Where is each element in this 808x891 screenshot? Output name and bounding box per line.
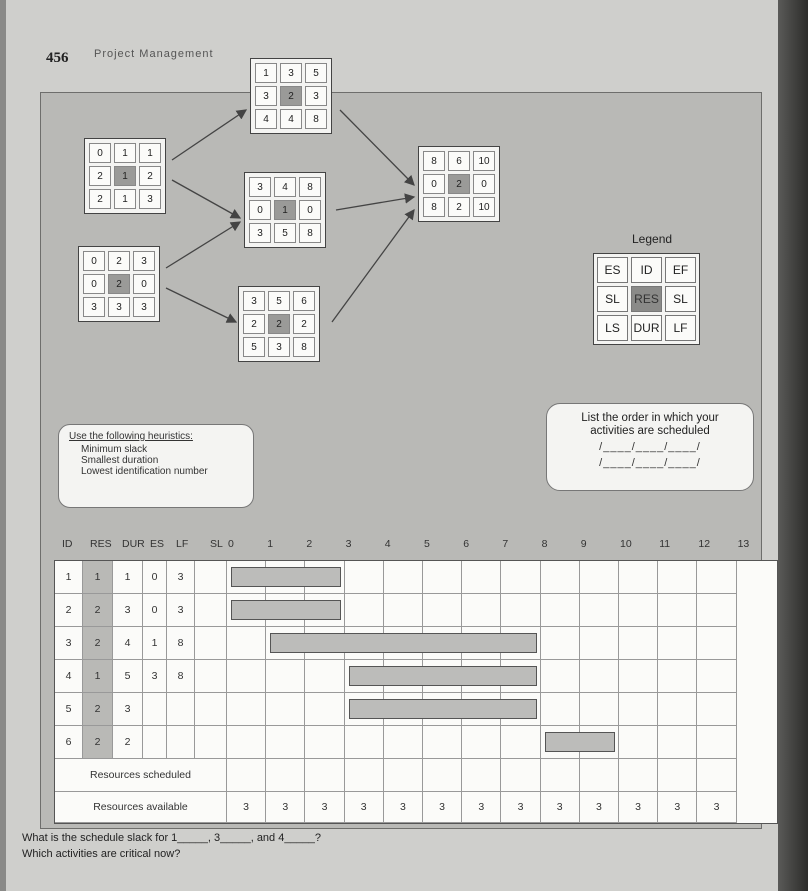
- node-cell: 3: [133, 251, 155, 271]
- node-cell: 8: [293, 337, 315, 357]
- legend-cell: LF: [665, 315, 696, 341]
- node-cell: 1: [114, 189, 136, 209]
- time-cell: [501, 561, 540, 594]
- node-cell: 3: [139, 189, 161, 209]
- table-cell: 1: [55, 561, 83, 594]
- time-label: 4: [384, 538, 391, 550]
- node-cell: 0: [89, 143, 111, 163]
- table-cell: 2: [83, 693, 113, 726]
- heuristic-item: Lowest identification number: [81, 466, 208, 477]
- resources-available-cell: 3: [541, 792, 580, 823]
- activity-node-5: [238, 286, 320, 362]
- table-cell: [195, 693, 227, 726]
- node-cell: 3: [108, 297, 130, 317]
- time-cell: [541, 627, 580, 660]
- node-cell: 3: [255, 86, 277, 106]
- heuristics-box: [58, 424, 254, 508]
- time-cell: [227, 627, 266, 660]
- node-cell: 2: [243, 314, 265, 334]
- table-cell: 8: [167, 660, 195, 693]
- resources-available-cell: 3: [462, 792, 501, 823]
- time-cell: [619, 561, 658, 594]
- time-label: 10: [620, 538, 632, 550]
- resources-available-cell: 3: [305, 792, 344, 823]
- time-cell: [658, 561, 697, 594]
- activity-bar: [270, 633, 536, 653]
- time-cell: [345, 561, 384, 594]
- table-cell: 4: [55, 660, 83, 693]
- table-cell: [195, 627, 227, 660]
- table-cell: 2: [83, 594, 113, 627]
- time-cell: [423, 726, 462, 759]
- node-cell: 2: [293, 314, 315, 334]
- resources-scheduled-cell: [580, 759, 619, 792]
- time-cell: [541, 693, 580, 726]
- time-cell: [619, 594, 658, 627]
- resources-available-cell: 3: [384, 792, 423, 823]
- order-line-1: List the order in which your: [581, 412, 719, 424]
- node-cell: 2: [108, 251, 130, 271]
- time-label: 7: [502, 538, 509, 550]
- time-cell: [541, 660, 580, 693]
- time-cell: [305, 693, 344, 726]
- time-cell: [580, 594, 619, 627]
- time-cell: [658, 627, 697, 660]
- table-cell: 3: [113, 693, 143, 726]
- node-cell: 4: [274, 177, 296, 197]
- resources-available-cell: 3: [580, 792, 619, 823]
- table-cell: 1: [143, 627, 167, 660]
- schedule-order-box: [546, 403, 754, 491]
- table-cell: [195, 660, 227, 693]
- resources-scheduled-cell: [619, 759, 658, 792]
- time-cell: [658, 660, 697, 693]
- time-cell: [305, 726, 344, 759]
- table-cell: 3: [167, 561, 195, 594]
- table-cell: 3: [113, 594, 143, 627]
- order-blank-1[interactable]: /____/____/____/: [599, 441, 701, 453]
- time-cell: [697, 594, 736, 627]
- node-cell: 2: [448, 197, 470, 217]
- node-cell: 3: [83, 297, 105, 317]
- column-header: ES: [150, 538, 165, 550]
- node-cell: 0: [133, 274, 155, 294]
- node-cell: 8: [299, 177, 321, 197]
- time-cell: [423, 594, 462, 627]
- time-cell: [266, 660, 305, 693]
- resources-available-cell: 3: [658, 792, 697, 823]
- node-cell: 2: [108, 274, 130, 294]
- time-cell: [541, 561, 580, 594]
- table-cell: 2: [83, 726, 113, 759]
- time-cell: [384, 726, 423, 759]
- resources-scheduled-cell: [345, 759, 384, 792]
- legend-cell: RES: [631, 286, 662, 312]
- question-slack: What is the schedule slack for 1_____, 3_____, and 4_____?: [22, 832, 322, 844]
- time-cell: [697, 561, 736, 594]
- table-cell: 2: [55, 594, 83, 627]
- table-cell: 6: [55, 726, 83, 759]
- table-cell: 1: [83, 660, 113, 693]
- node-cell: 2: [139, 166, 161, 186]
- activity-node-1: [84, 138, 166, 214]
- resources-available-label: Resources available: [55, 792, 227, 823]
- order-line-2: activities are scheduled: [590, 425, 710, 437]
- column-header: LF: [176, 538, 189, 550]
- node-cell: 3: [268, 337, 290, 357]
- resources-available-cell: 3: [697, 792, 736, 823]
- resources-available-cell: 3: [619, 792, 658, 823]
- schedule-grid: [54, 560, 778, 824]
- table-cell: [143, 726, 167, 759]
- time-cell: [697, 726, 736, 759]
- time-label: 0: [228, 538, 234, 550]
- time-cell: [580, 627, 619, 660]
- time-cell: [580, 561, 619, 594]
- node-cell: 0: [423, 174, 445, 194]
- activity-node-3: [250, 58, 332, 134]
- table-cell: [167, 726, 195, 759]
- time-cell: [384, 561, 423, 594]
- activity-node-2: [78, 246, 160, 322]
- time-cell: [658, 594, 697, 627]
- node-cell: 3: [280, 63, 302, 83]
- node-cell: 1: [114, 166, 136, 186]
- time-label: 11: [659, 538, 671, 550]
- activity-bar: [231, 600, 341, 620]
- time-cell: [384, 594, 423, 627]
- resources-available-cell: 3: [227, 792, 266, 823]
- time-cell: [541, 594, 580, 627]
- time-label: 13: [737, 538, 750, 550]
- time-cell: [305, 660, 344, 693]
- time-cell: [227, 660, 266, 693]
- node-cell: 1: [114, 143, 136, 163]
- table-cell: 3: [55, 627, 83, 660]
- node-cell: 1: [274, 200, 296, 220]
- resources-available-cell: 3: [423, 792, 462, 823]
- node-cell: 2: [268, 314, 290, 334]
- node-cell: 8: [423, 197, 445, 217]
- time-cell: [658, 693, 697, 726]
- time-cell: [697, 660, 736, 693]
- legend-cell: SL: [665, 286, 696, 312]
- node-cell: 2: [89, 166, 111, 186]
- time-label: 8: [541, 538, 548, 550]
- time-label: 3: [345, 538, 352, 550]
- resources-scheduled-cell: [501, 759, 540, 792]
- node-cell: 4: [280, 109, 302, 129]
- table-cell: 2: [83, 627, 113, 660]
- node-cell: 4: [255, 109, 277, 129]
- resources-scheduled-cell: [384, 759, 423, 792]
- node-cell: 0: [299, 200, 321, 220]
- column-header: DUR: [122, 538, 145, 550]
- resources-scheduled-cell: [697, 759, 736, 792]
- node-cell: 3: [305, 86, 327, 106]
- table-cell: 5: [113, 660, 143, 693]
- legend-cell: DUR: [631, 315, 662, 341]
- legend-cell: EF: [665, 257, 696, 283]
- resources-scheduled-cell: [266, 759, 305, 792]
- time-cell: [423, 561, 462, 594]
- node-cell: 3: [249, 223, 271, 243]
- table-cell: 5: [55, 693, 83, 726]
- table-cell: 2: [113, 726, 143, 759]
- table-cell: [195, 594, 227, 627]
- resources-available-cell: 3: [266, 792, 305, 823]
- time-cell: [501, 594, 540, 627]
- node-cell: 5: [268, 291, 290, 311]
- table-cell: [167, 693, 195, 726]
- table-cell: 1: [83, 561, 113, 594]
- resources-scheduled-cell: [227, 759, 266, 792]
- time-label: 1: [267, 538, 274, 550]
- node-cell: 2: [280, 86, 302, 106]
- time-cell: [462, 594, 501, 627]
- resources-scheduled-cell: [658, 759, 697, 792]
- time-cell: [345, 726, 384, 759]
- activity-node-6: [418, 146, 500, 222]
- node-cell: 3: [133, 297, 155, 317]
- node-cell: 0: [83, 274, 105, 294]
- table-cell: [195, 561, 227, 594]
- time-cell: [462, 561, 501, 594]
- book-page: [6, 0, 778, 891]
- resources-scheduled-cell: [462, 759, 501, 792]
- time-cell: [697, 627, 736, 660]
- activity-bar: [545, 732, 615, 752]
- resources-available-cell: 3: [501, 792, 540, 823]
- table-cell: 1: [113, 561, 143, 594]
- legend-cell: ID: [631, 257, 662, 283]
- resources-available-cell: 3: [345, 792, 384, 823]
- time-cell: [658, 726, 697, 759]
- table-cell: 0: [143, 594, 167, 627]
- resources-scheduled-cell: [305, 759, 344, 792]
- time-cell: [227, 726, 266, 759]
- time-cell: [501, 726, 540, 759]
- resources-scheduled-cell: [423, 759, 462, 792]
- legend-cell: ES: [597, 257, 628, 283]
- book-spine: [778, 0, 808, 891]
- node-cell: 10: [473, 151, 495, 171]
- activity-bar: [231, 567, 341, 587]
- heuristics-title: Use the following heuristics:: [69, 431, 193, 442]
- page-number: 456: [46, 50, 69, 66]
- node-cell: 6: [293, 291, 315, 311]
- time-label: 9: [580, 538, 587, 550]
- column-header: RES: [90, 538, 112, 550]
- time-cell: [266, 726, 305, 759]
- legend-cell: SL: [597, 286, 628, 312]
- node-cell: 5: [274, 223, 296, 243]
- time-cell: [227, 693, 266, 726]
- time-cell: [619, 660, 658, 693]
- table-cell: [195, 726, 227, 759]
- time-cell: [619, 627, 658, 660]
- time-label: 5: [424, 538, 430, 550]
- column-header: SL: [210, 538, 223, 550]
- node-cell: 1: [255, 63, 277, 83]
- legend: [593, 253, 700, 345]
- time-label: 12: [698, 538, 711, 550]
- node-cell: 5: [305, 63, 327, 83]
- node-cell: 0: [473, 174, 495, 194]
- time-label: 6: [463, 538, 470, 550]
- time-cell: [619, 693, 658, 726]
- node-cell: 8: [423, 151, 445, 171]
- legend-cell: LS: [597, 315, 628, 341]
- activity-bar: [349, 699, 537, 719]
- heuristic-item: Smallest duration: [81, 455, 159, 466]
- resources-scheduled-label: Resources scheduled: [55, 759, 227, 792]
- time-cell: [580, 693, 619, 726]
- activity-bar: [349, 666, 537, 686]
- activity-node-4: [244, 172, 326, 248]
- time-label: 2: [306, 538, 313, 550]
- node-cell: 2: [448, 174, 470, 194]
- time-cell: [697, 693, 736, 726]
- node-cell: 2: [89, 189, 111, 209]
- node-cell: 0: [249, 200, 271, 220]
- node-cell: 1: [139, 143, 161, 163]
- heuristic-item: Minimum slack: [81, 444, 148, 455]
- table-cell: 8: [167, 627, 195, 660]
- time-cell: [619, 726, 658, 759]
- node-cell: 8: [299, 223, 321, 243]
- table-cell: 4: [113, 627, 143, 660]
- node-cell: 0: [83, 251, 105, 271]
- running-title: Project Management: [94, 48, 214, 60]
- column-header: ID: [62, 538, 73, 550]
- question-critical: Which activities are critical now?: [22, 848, 181, 860]
- time-cell: [580, 660, 619, 693]
- node-cell: 3: [249, 177, 271, 197]
- resources-scheduled-cell: [541, 759, 580, 792]
- node-cell: 8: [305, 109, 327, 129]
- time-cell: [462, 726, 501, 759]
- time-cell: [266, 693, 305, 726]
- order-blank-2[interactable]: /____/____/____/: [599, 457, 701, 469]
- node-cell: 5: [243, 337, 265, 357]
- node-cell: 6: [448, 151, 470, 171]
- table-cell: 0: [143, 561, 167, 594]
- table-cell: 3: [143, 660, 167, 693]
- table-cell: 3: [167, 594, 195, 627]
- table-cell: [143, 693, 167, 726]
- time-cell: [345, 594, 384, 627]
- node-cell: 10: [473, 197, 495, 217]
- legend-title: Legend: [632, 232, 673, 246]
- node-cell: 3: [243, 291, 265, 311]
